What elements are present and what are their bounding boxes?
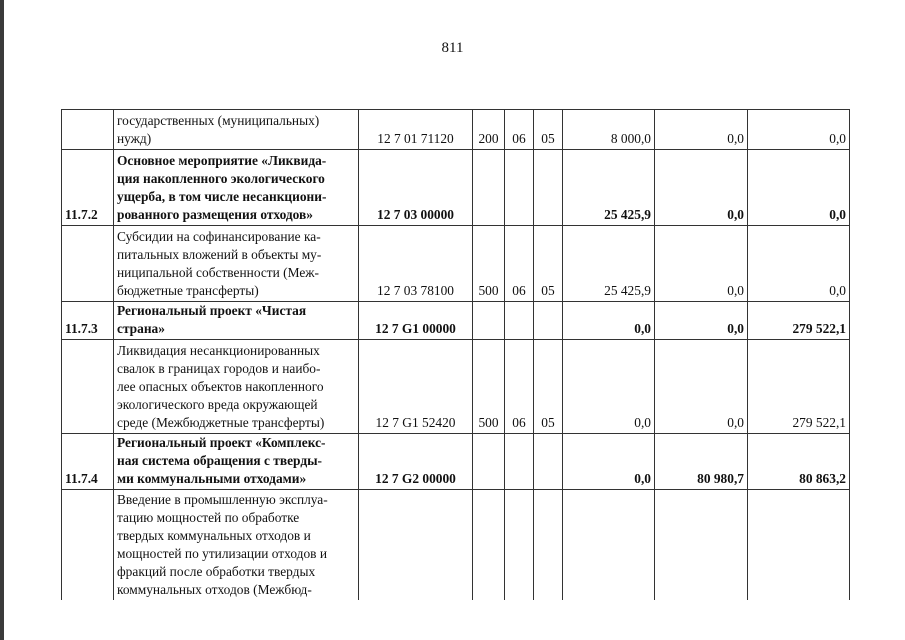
amount-year3-cell: 279 522,1 [748, 302, 850, 340]
table-row [62, 340, 850, 434]
row-name-line: свалок в границах городов и наибо- [117, 361, 321, 376]
row-name-cell [114, 490, 359, 600]
row-number-cell [62, 340, 114, 434]
table-row [62, 226, 850, 302]
expense-type-cell [473, 302, 505, 340]
row-name-cell [114, 340, 359, 434]
row-name-line: тацию мощностей по обработке [117, 509, 300, 525]
row-number-cell [62, 110, 114, 150]
page-number: 811 [441, 40, 464, 56]
row-name-line: среде (Межбюджетные трансферты) [117, 415, 325, 430]
row-name-cell [114, 150, 359, 226]
amount-year3-cell: 80 863,2 [748, 434, 850, 490]
row-name-line: экологического вреда окружающей [117, 397, 318, 412]
row-name-line: нужд) [117, 131, 152, 146]
expense-type-cell [473, 490, 505, 600]
expense-type-cell: 200 [473, 110, 505, 150]
row-name-line: Субсидии на софинансирование ка- [117, 229, 321, 244]
section-code-cell [505, 150, 534, 226]
table-row [62, 490, 850, 600]
row-name-line: ная система обращения с тверды- [117, 453, 323, 468]
amount-year3-cell [748, 490, 850, 600]
amount-year1-cell: 0,0 [563, 434, 655, 490]
amount-year1-cell [563, 490, 655, 600]
row-number-cell: 11.7.2 [62, 150, 114, 226]
amount-year2-cell: 0,0 [655, 110, 748, 150]
row-name-line: Основное мероприятие «Ликвида- [117, 153, 327, 168]
row-name-line: твердых коммунальных отходов и [117, 527, 311, 543]
row-name-line: бюджетные трансферты) [117, 283, 259, 298]
row-number-cell: 11.7.4 [62, 434, 114, 490]
row-name-cell [114, 302, 359, 340]
row-name-line: ущерба, в том числе несанкциони- [117, 189, 327, 204]
row-name-line: рованного размещения отходов» [117, 207, 313, 222]
section-code-cell [505, 434, 534, 490]
amount-year2-cell: 80 980,7 [655, 434, 748, 490]
row-name-line: коммунальных отходов (Межбюд- [117, 581, 312, 597]
section-code-cell: 06 [505, 340, 534, 434]
row-name-cell [114, 226, 359, 302]
amount-year2-cell: 0,0 [655, 302, 748, 340]
target-article-code-cell: 12 7 03 78100 [359, 226, 473, 302]
amount-year2-cell: 0,0 [655, 150, 748, 226]
target-article-code-cell: 12 7 G2 00000 [359, 434, 473, 490]
subsection-code-cell [534, 434, 563, 490]
expense-type-cell: 500 [473, 226, 505, 302]
amount-year3-cell: 0,0 [748, 110, 850, 150]
row-name-cell [114, 110, 359, 150]
row-number-cell: 11.7.3 [62, 302, 114, 340]
row-name-line: Ликвидация несанкционированных [117, 343, 320, 358]
section-code-cell [505, 302, 534, 340]
subsection-code-cell: 05 [534, 226, 563, 302]
table-row-section [62, 150, 850, 226]
table-row-section [62, 302, 850, 340]
expense-type-cell [473, 434, 505, 490]
target-article-code-cell: 12 7 G1 00000 [359, 302, 473, 340]
amount-year1-cell: 0,0 [563, 302, 655, 340]
row-name-line: лее опасных объектов накопленного [117, 379, 324, 394]
target-article-code-cell: 12 7 G1 52420 [359, 340, 473, 434]
amount-year3-cell: 0,0 [748, 150, 850, 226]
section-code-cell: 06 [505, 226, 534, 302]
subsection-code-cell [534, 150, 563, 226]
amount-year2-cell: 0,0 [655, 340, 748, 434]
page-left-edge [0, 0, 4, 640]
section-code-cell: 06 [505, 110, 534, 150]
table-row-section [62, 434, 850, 490]
subsection-code-cell: 05 [534, 340, 563, 434]
budget-table [61, 109, 850, 600]
row-number-cell [62, 226, 114, 302]
amount-year1-cell: 25 425,9 [563, 150, 655, 226]
row-name-line: Региональный проект «Комплекс- [117, 435, 326, 450]
target-article-code-cell: 12 7 03 00000 [359, 150, 473, 226]
row-name-line: питальных вложений в объекты му- [117, 247, 322, 262]
amount-year3-cell: 0,0 [748, 226, 850, 302]
table-row [62, 110, 850, 150]
expense-type-cell: 500 [473, 340, 505, 434]
row-name-line: ми коммунальными отходами» [117, 471, 307, 486]
subsection-code-cell: 05 [534, 110, 563, 150]
row-name-line: ниципальной собственности (Меж- [117, 265, 320, 280]
amount-year3-cell: 279 522,1 [748, 340, 850, 434]
amount-year2-cell: 0,0 [655, 226, 748, 302]
subsection-code-cell [534, 490, 563, 600]
row-name-line: мощностей по утилизации отходов и [117, 545, 327, 561]
budget-table-body [62, 110, 850, 600]
row-name-line: ция накопленного экологического [117, 171, 325, 186]
row-name-line: страна» [117, 321, 165, 336]
expense-type-cell [473, 150, 505, 226]
amount-year2-cell [655, 490, 748, 600]
row-name-line: Региональный проект «Чистая [117, 303, 307, 318]
amount-year1-cell: 0,0 [563, 340, 655, 434]
row-number-cell [62, 490, 114, 600]
subsection-code-cell [534, 302, 563, 340]
row-name-cell [114, 434, 359, 490]
amount-year1-cell: 25 425,9 [563, 226, 655, 302]
target-article-code-cell [359, 490, 473, 600]
row-name-line: государственных (муниципальных) [117, 113, 320, 128]
amount-year1-cell: 8 000,0 [563, 110, 655, 150]
row-name-line: Введение в промышленную эксплуа- [117, 491, 328, 507]
section-code-cell [505, 490, 534, 600]
target-article-code-cell: 12 7 01 71120 [359, 110, 473, 150]
row-name-line: фракций после обработки твердых [117, 563, 316, 579]
